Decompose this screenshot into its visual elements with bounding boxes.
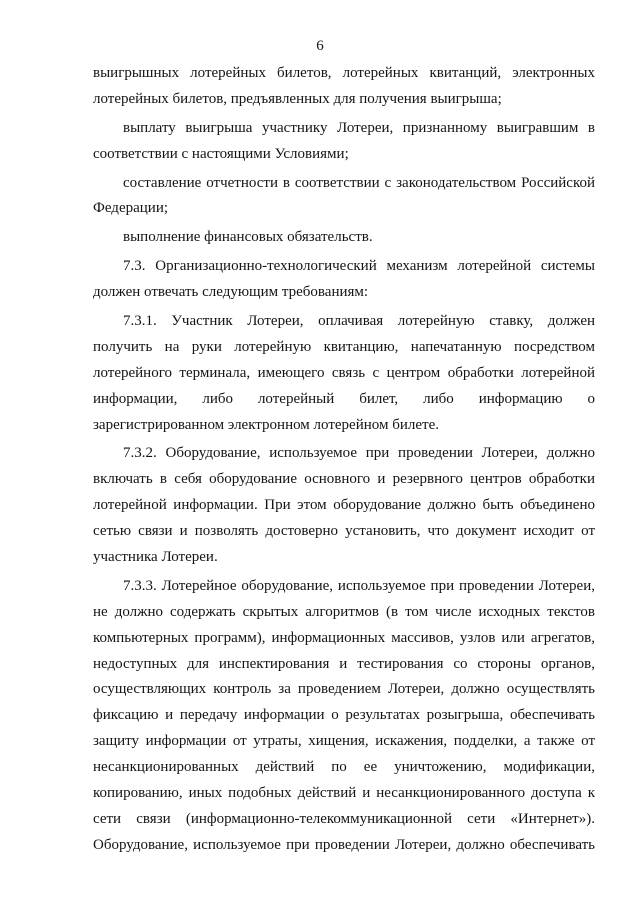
text-line: 7.3.1. Участник Лотереи, оплачивая лотерейную ставку, должен [123, 313, 595, 330]
text-line: сети связи (информационно-телекоммуникационной сети «Интернет»). [93, 810, 595, 827]
text-line: защиту информации от утраты, хищения, искажения, подделки, а также от [93, 733, 595, 750]
text-line: выигрышных лотерейных билетов, лотерейных квитанций, электронных [93, 65, 595, 81]
text-line: не должно содержать скрытых алгоритмов (в том числе исходных текстов [93, 603, 595, 620]
text-line: сетью связи и позволять достоверно установить, что документ исходит от [93, 523, 595, 540]
text-line: выплату выигрыша участнику Лотереи, признанному выигравшим в [123, 119, 595, 136]
text-line: лотерейных билетов, предъявленных для получения выигрыша; [93, 90, 502, 107]
text-line: Оборудование, используемое при проведении Лотереи, должно обеспечивать [93, 836, 595, 853]
text-line: лотерейного терминала, имеющего связь с центром обработки лотерейной [93, 364, 595, 381]
text-line: участника Лотереи. [93, 549, 218, 566]
text-line: фиксацию и передачу информации о результатах розыгрыша, обеспечивать [93, 707, 595, 724]
document-body [93, 61, 595, 859]
text-line: зарегистрированном электронном лотерейном билете. [93, 416, 439, 433]
text-line: лотерейной информации. При этом оборудование должно быть объединено [93, 497, 595, 514]
text-line: осуществляющих контроль за проведением Лотереи, должно осуществлять [93, 681, 595, 698]
text-line: 7.3.3. Лотерейное оборудование, используемое при проведении Лотереи, [123, 577, 595, 594]
text-line: соответствии с настоящими Условиями; [93, 145, 349, 162]
text-line: составление отчетности в соответствии с законодательством Российской [123, 174, 595, 191]
section-heading-line: 7.3. Организационно-технологический механизм лотерейной системы [123, 258, 595, 275]
text-line: должен отвечать следующим требованиям: [93, 284, 369, 301]
text-line: компьютерных программ), информационных массивов, узлов или агрегатов, [93, 629, 595, 646]
text-line: недоступных для инспектирования и тестирования со стороны органов, [93, 655, 595, 672]
text-line: копированию, иных подобных действий и несанкционированного доступа к [93, 785, 595, 802]
text-line: информации, либо лотерейный билет, либо информацию о [93, 390, 595, 407]
text-line: 7.3.2. Оборудование, используемое при проведении Лотереи, должно [123, 445, 595, 462]
text-line: выполнение финансовых обязательств. [123, 229, 373, 246]
text-line: включать в себя оборудование основного и резервного центров обработки [93, 471, 595, 488]
text-line: Федерации; [93, 200, 169, 217]
text-line: несанкционированных действий по ее уничтожению, модификации, [93, 759, 595, 776]
page-number: 6 [316, 38, 324, 54]
text-line: получить на руки лотерейную квитанцию, напечатанную посредством [93, 338, 595, 355]
